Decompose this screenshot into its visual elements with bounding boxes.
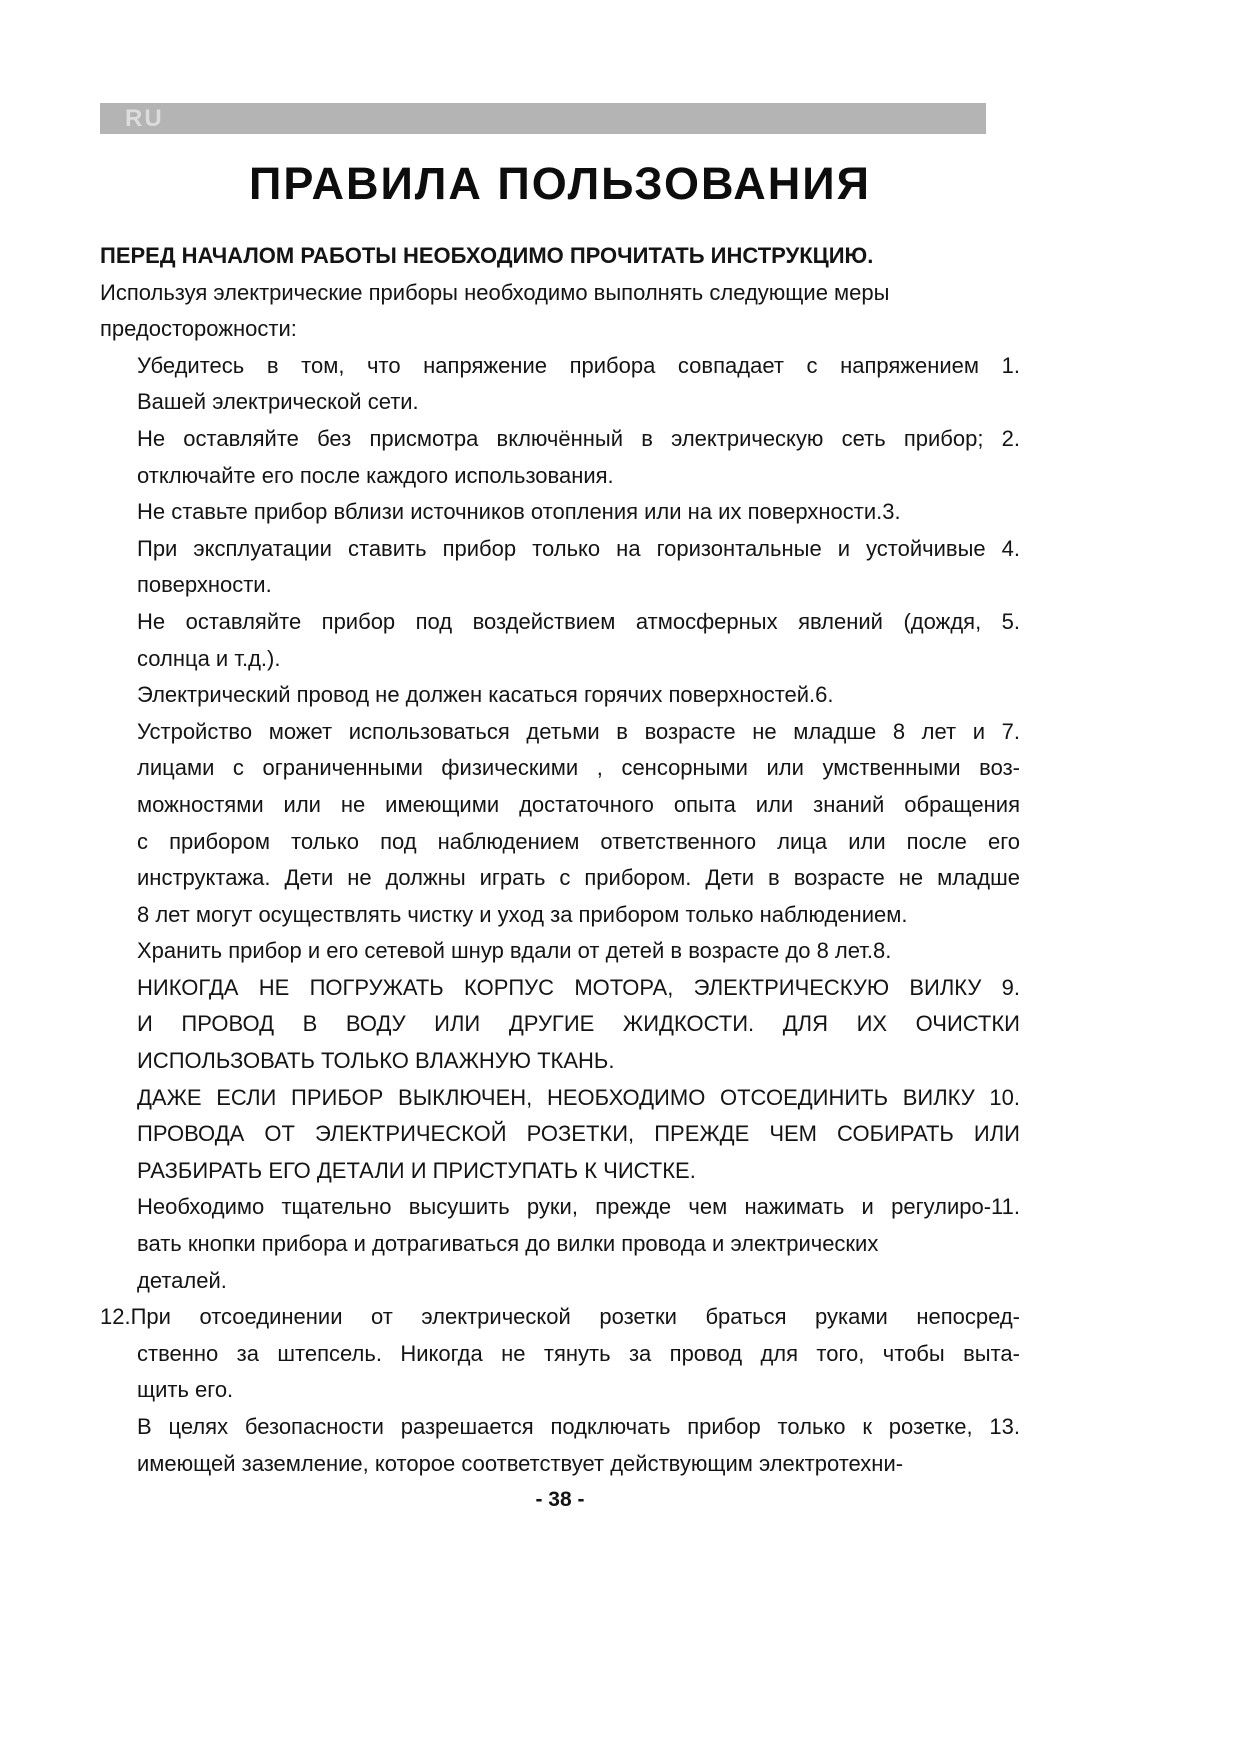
instruction-line-item-2: отключайте его после каждого использования. [137,462,614,488]
instruction-line-item-6: Электрический провод не должен касаться горячих поверхностей.6. [137,682,834,708]
intro-line: Используя электрические приборы необходимо выполнять следующие меры [100,279,890,305]
instruction-line-item-12: ственно за штепсель. Никогда не тянуть за провод для того, чтобы выта- [137,1340,1020,1366]
instruction-line-item-7: 8 лет могут осуществлять чистку и уход за прибором только наблюдением. [137,901,908,927]
instruction-line-item-9: ИСПОЛЬЗОВАТЬ ТОЛЬКО ВЛАЖНУЮ ТКАНЬ. [137,1048,615,1074]
instruction-list [100,348,1020,1482]
instruction-line-item-7: Устройство может использоваться детьми в возрасте не младше 8 лет и 7. [137,718,1020,744]
document-body [100,238,1020,1482]
instruction-line-item-9: НИКОГДА НЕ ПОГРУЖАТЬ КОРПУС МОТОРА, ЭЛЕКТРИЧЕСКУЮ ВИЛКУ 9. [137,974,1020,1000]
instruction-line-item-8: Хранить прибор и его сетевой шнур вдали от детей в возрасте до 8 лет.8. [137,938,892,964]
instruction-line-item-13: В целях безопасности разрешается подключать прибор только к розетке, 13. [137,1414,1020,1439]
instruction-line-item-5: Не оставляйте прибор под воздействием атмосферных явлений (дождя, 5. [137,608,1020,634]
instruction-line-item-3: Не ставьте прибор вблизи источников отопления или на их поверхности.3. [137,499,901,525]
instruction-line-item-10: ПРОВОДА ОТ ЭЛЕКТРИЧЕСКОЙ РОЗЕТКИ, ПРЕЖДЕ ЧЕМ СОБИРАТЬ ИЛИ [137,1121,1020,1147]
instruction-line-item-11: вать кнопки прибора и дотрагиваться до вилки провода и электрических [137,1231,879,1257]
instruction-line-item-2: Не оставляйте без присмотра включённый в электрическую сеть прибор; 2. [137,425,1020,451]
instruction-line-item-5: солнца и т.д.). [137,645,281,671]
instruction-line-item-9: И ПРОВОД В ВОДУ ИЛИ ДРУГИЕ ЖИДКОСТИ. ДЛЯ ИХ ОЧИСТКИ [137,1011,1020,1037]
instruction-line-item-13: имеющей заземление, которое соответствует действующим электротехни- [137,1450,904,1476]
instruction-line-item-1: Вашей электрической сети. [137,389,419,415]
instruction-line-item-7: можностями или не имеющими достаточного опыта или знаний обращения [137,791,1020,817]
instruction-line-item-4: поверхности. [137,572,272,598]
instruction-line-item-12: щить его. [137,1377,234,1403]
language-label: RU [125,104,164,132]
instruction-line-item-7: лицами с ограниченными физическими , сенсорными или умственными воз- [137,755,1020,781]
page-number: - 38 - [535,1488,585,1511]
instruction-line-item-10: ДАЖЕ ЕСЛИ ПРИБОР ВЫКЛЮЧЕН, НЕОБХОДИМО ОТСОЕДИНИТЬ ВИЛКУ 10. [137,1084,1020,1110]
page-title: ПРАВИЛА ПОЛЬЗОВАНИЯ [249,158,871,209]
instruction-line-item-7: инструктажа. Дети не должны играть с прибором. Дети в возрасте не младше [137,865,1020,891]
instruction-line-item-11: Необходимо тщательно высушить руки, прежде чем нажимать и регулиро-11. [137,1194,1020,1220]
instruction-line-item-11: деталей. [137,1267,227,1293]
read-instructions-heading: ПЕРЕД НАЧАЛОМ РАБОТЫ НЕОБХОДИМО ПРОЧИТАТЬ ИНСТРУКЦИЮ. [100,243,874,268]
intro-line: предосторожности: [100,316,297,342]
instruction-line-item-7: с прибором только под наблюдением ответственного лица или после его [137,828,1020,854]
language-bar [100,103,986,134]
instruction-line-item-1: Убедитесь в том, что напряжение прибора совпадает с напряжением 1. [137,352,1020,378]
instruction-line-item-10: РАЗБИРАТЬ ЕГО ДЕТАЛИ И ПРИСТУПАТЬ К ЧИСТКЕ. [137,1157,696,1183]
instruction-line-item-12: 12.При отсоединении от электрической розетки браться руками непосред- [100,1304,1020,1330]
instruction-line-item-4: При эксплуатации ставить прибор только на горизонтальные и устойчивые 4. [137,535,1020,561]
